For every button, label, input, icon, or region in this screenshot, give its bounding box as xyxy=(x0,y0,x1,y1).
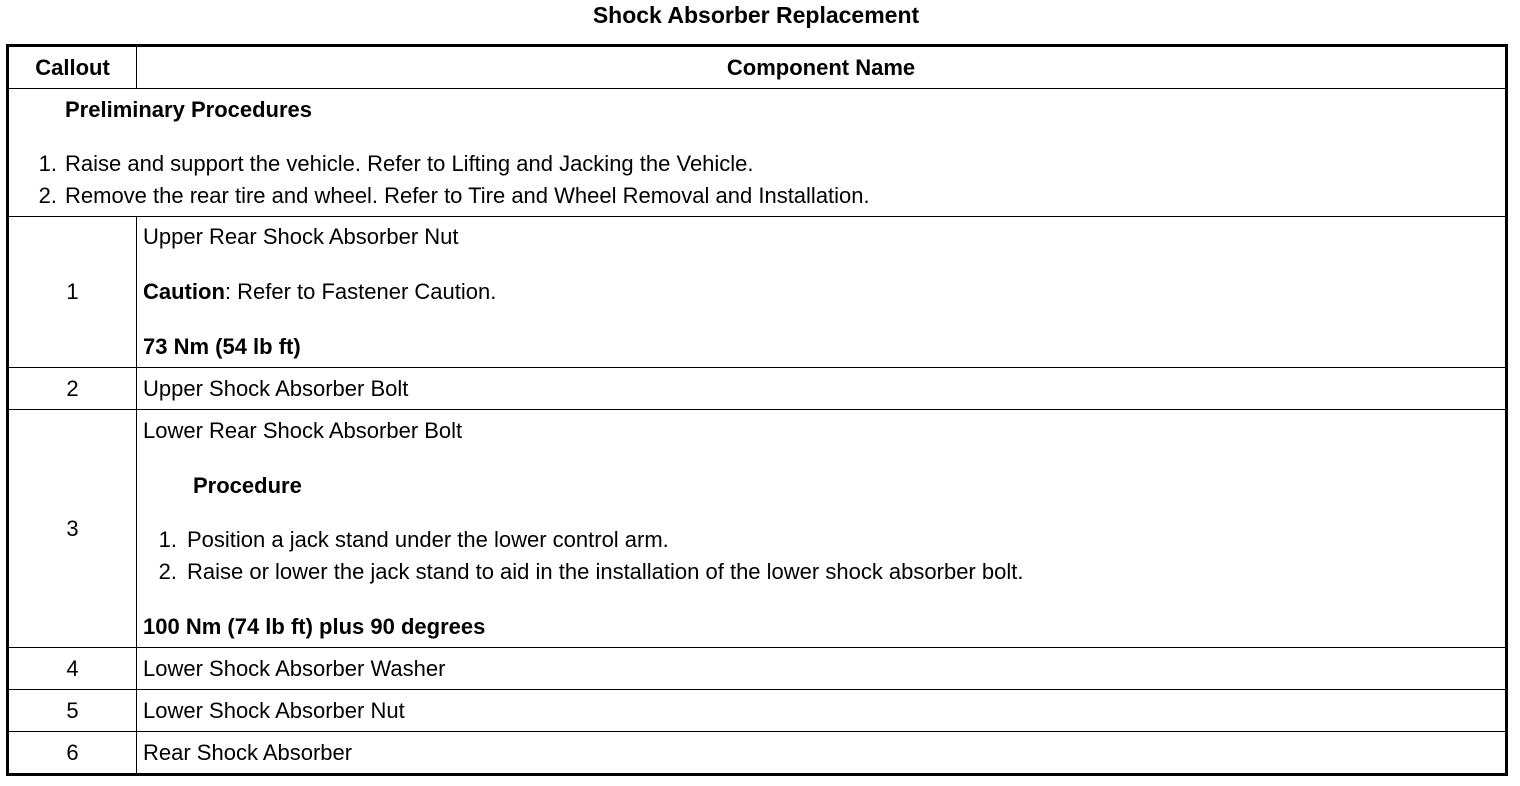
step-number: 1. xyxy=(158,526,177,552)
component-cell xyxy=(137,217,1507,368)
callout-number: 5 xyxy=(8,690,137,732)
torque-spec: 73 Nm (54 lb ft) xyxy=(143,334,301,359)
table-row xyxy=(8,648,1507,690)
component-name: Rear Shock Absorber xyxy=(137,732,1507,775)
caution-note xyxy=(143,276,1499,308)
component-name: Lower Shock Absorber Nut xyxy=(137,690,1507,732)
callout-number: 6 xyxy=(8,732,137,775)
preliminary-row xyxy=(8,89,1507,217)
procedure-table xyxy=(6,44,1508,776)
torque-spec: 100 Nm (74 lb ft) plus 90 degrees xyxy=(143,613,486,639)
callout-header: Callout xyxy=(8,46,137,89)
procedure-heading: Procedure xyxy=(193,472,302,498)
step-text: Position a jack stand under the lower control arm. xyxy=(187,526,669,552)
callout-number: 2 xyxy=(8,368,137,410)
step-number: 2. xyxy=(158,558,177,584)
preliminary-heading: Preliminary Procedures xyxy=(65,97,313,122)
component-name: Upper Shock Absorber Bolt xyxy=(137,368,1507,410)
table-row xyxy=(8,368,1507,410)
preliminary-step xyxy=(9,180,1505,212)
step-text: Raise and support the vehicle. Refer to Lifting and Jacking the Vehicle. xyxy=(65,151,754,176)
component-name: Lower Rear Shock Absorber Bolt xyxy=(143,417,463,443)
page-title: Shock Absorber Replacement xyxy=(592,2,920,28)
callout-number: 1 xyxy=(8,217,137,368)
procedure-step xyxy=(143,524,1499,556)
preliminary-step xyxy=(9,148,1505,180)
table-row xyxy=(8,690,1507,732)
procedure-step xyxy=(143,556,1499,588)
caution-text: : Refer to Fastener Caution. xyxy=(224,279,497,304)
table-row xyxy=(8,217,1507,368)
caution-label: Caution xyxy=(143,279,225,304)
component-name: Lower Shock Absorber Washer xyxy=(137,648,1507,690)
preliminary-steps xyxy=(9,148,1505,212)
step-text: Raise or lower the jack stand to aid in the installation of the lower shock absorber bolt. xyxy=(187,558,1024,584)
table-row xyxy=(8,410,1507,648)
component-name: Upper Rear Shock Absorber Nut xyxy=(143,224,459,249)
header-row xyxy=(8,46,1507,89)
procedure-steps xyxy=(143,524,1499,588)
step-number: 1. xyxy=(38,151,57,176)
callout-number: 4 xyxy=(8,648,137,690)
step-text: Remove the rear tire and wheel. Refer to Tire and Wheel Removal and Installation. xyxy=(65,183,870,208)
component-cell xyxy=(137,410,1507,648)
table-row xyxy=(8,732,1507,775)
step-number: 2. xyxy=(38,183,57,208)
callout-number: 3 xyxy=(8,410,137,648)
preliminary-cell xyxy=(8,89,1507,217)
component-name-header: Component Name xyxy=(137,46,1507,89)
